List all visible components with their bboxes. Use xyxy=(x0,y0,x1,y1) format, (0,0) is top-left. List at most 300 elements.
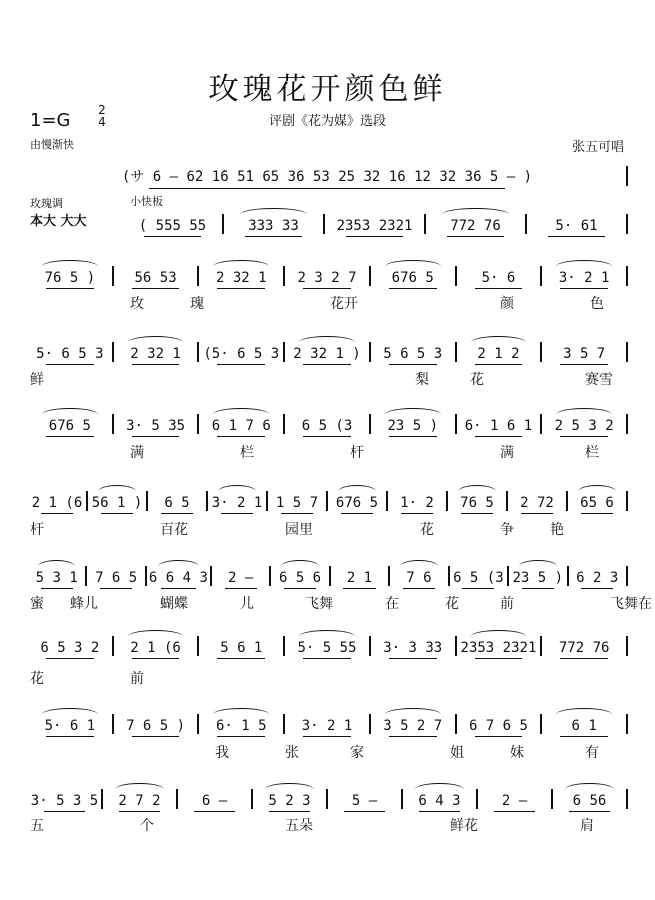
measure: 6· 1 5 xyxy=(201,718,281,734)
measure: 2 32 1 xyxy=(116,346,196,362)
barline xyxy=(323,214,325,234)
score-line xyxy=(30,338,630,362)
measure: 6 1 xyxy=(544,718,624,734)
lyric-word: 栏 xyxy=(240,445,254,461)
slur xyxy=(38,560,75,573)
beam-line xyxy=(346,236,403,237)
slur xyxy=(213,408,269,421)
slur xyxy=(213,708,269,721)
measure: 5· 6 1 xyxy=(30,718,110,734)
measure: (5· 6 5 3 xyxy=(201,346,281,362)
beam-line xyxy=(225,588,257,589)
measure: 3· 2 1 xyxy=(287,718,367,734)
lyric-word: 杆 xyxy=(350,445,364,461)
measure: 5 2 3 xyxy=(255,793,324,809)
measure: 2353 2321 xyxy=(327,218,422,234)
barline xyxy=(85,566,87,586)
barline xyxy=(283,266,285,286)
lyric-word: 儿 xyxy=(240,596,254,612)
measure: 23 5 ) xyxy=(373,418,453,434)
measure: 7 6 5 ) xyxy=(116,718,196,734)
barline xyxy=(386,491,388,511)
lyric-word: 鲜 xyxy=(30,372,44,388)
lyric-word: 五朵 xyxy=(285,818,313,834)
lyric-word: 花开 xyxy=(330,296,358,312)
slur xyxy=(281,560,318,573)
barline xyxy=(540,714,542,734)
measure: 3· 2 1 xyxy=(544,270,624,286)
barline xyxy=(388,566,390,586)
measure: 3 5 2 7 xyxy=(373,718,453,734)
beam-line xyxy=(389,436,437,437)
slur xyxy=(556,260,612,273)
beam-line xyxy=(217,364,265,365)
lyric-word: 园里 xyxy=(285,522,313,538)
barline xyxy=(506,491,508,511)
beam-line xyxy=(560,736,608,737)
lyric-word: 栏 xyxy=(585,445,599,461)
barline xyxy=(448,566,450,586)
measure: 5 6 1 xyxy=(201,640,281,656)
beam-line xyxy=(281,513,313,514)
barline xyxy=(197,414,199,434)
measure: 2 – xyxy=(214,570,267,586)
barline xyxy=(507,566,509,586)
barline xyxy=(369,414,371,434)
barline xyxy=(455,342,457,362)
barline xyxy=(455,414,457,434)
lyric-word: 杆 xyxy=(30,522,44,538)
beam-line xyxy=(475,436,523,437)
measure: 5· 5 55 xyxy=(287,640,367,656)
barline xyxy=(626,636,628,656)
measure: 676 5 xyxy=(330,495,384,511)
barline xyxy=(626,414,628,434)
slur xyxy=(42,260,98,273)
beam-line xyxy=(132,736,180,737)
barline xyxy=(626,789,628,809)
beam-line xyxy=(560,436,608,437)
measure: 6 5 3 2 xyxy=(30,640,110,656)
beam-line xyxy=(389,736,437,737)
slur xyxy=(299,630,355,643)
score-line xyxy=(30,562,630,586)
beam-line xyxy=(284,588,316,589)
lyric-word: 百花 xyxy=(160,522,188,538)
barline xyxy=(176,789,178,809)
barline xyxy=(455,266,457,286)
beam-line xyxy=(447,236,504,237)
barline xyxy=(266,491,268,511)
barline xyxy=(476,789,478,809)
page-title: 玫瑰花开颜色鲜 xyxy=(208,72,447,107)
lyric-word: 姐 xyxy=(450,745,464,761)
measure: 2 1 xyxy=(333,570,386,586)
percussion-label: 本大 大大 xyxy=(30,214,87,229)
barline xyxy=(283,342,285,362)
meter-bottom: 4 xyxy=(98,115,106,129)
slur xyxy=(471,336,527,349)
measure: 23 5 ) xyxy=(511,570,564,586)
barline xyxy=(326,491,328,511)
beam-line xyxy=(389,658,437,659)
barline xyxy=(210,566,212,586)
beam-line xyxy=(303,736,351,737)
beam-line xyxy=(100,588,132,589)
barline xyxy=(112,266,114,286)
barline xyxy=(86,491,88,511)
meter-top: 2 xyxy=(98,103,106,117)
subtitle: 评剧《花为媒》选段 xyxy=(268,114,386,129)
beam-line xyxy=(46,736,94,737)
barline xyxy=(455,636,457,656)
beam-line xyxy=(581,588,613,589)
measure: 7 6 5 xyxy=(89,570,142,586)
beam-line xyxy=(132,658,180,659)
lyric-word: 花 xyxy=(470,372,484,388)
slur xyxy=(458,485,496,498)
measure: 676 5 xyxy=(373,270,453,286)
lyric-word: 个 xyxy=(140,818,154,834)
beam-line xyxy=(389,364,437,365)
beam-line xyxy=(401,513,433,514)
measure: 772 76 xyxy=(428,218,523,234)
slur xyxy=(98,485,136,498)
lyric-word: 张 xyxy=(285,745,299,761)
beam-line xyxy=(548,236,605,237)
beam-line xyxy=(522,588,554,589)
barline xyxy=(525,214,527,234)
beam-line xyxy=(569,811,610,812)
score-line xyxy=(30,710,630,734)
barline xyxy=(626,566,628,586)
barline xyxy=(329,566,331,586)
barline xyxy=(626,342,628,362)
lyric-word: 在 xyxy=(385,596,399,612)
beam-line xyxy=(343,588,375,589)
beam-line xyxy=(245,236,302,237)
beam-line xyxy=(461,513,493,514)
barline xyxy=(206,491,208,511)
measure: 3· 5 35 xyxy=(116,418,196,434)
lyric-word: 前 xyxy=(500,596,514,612)
measure: 6 5 (3 xyxy=(287,418,367,434)
measure: 7 6 xyxy=(392,570,445,586)
barline xyxy=(626,714,628,734)
beam-line xyxy=(560,364,608,365)
beam-line xyxy=(303,436,351,437)
slur xyxy=(578,485,616,498)
beam-line xyxy=(419,811,460,812)
measure: 76 5 xyxy=(450,495,504,511)
barline xyxy=(551,789,553,809)
measure: 56 53 xyxy=(116,270,196,286)
lyric-word: 花 xyxy=(445,596,459,612)
barline xyxy=(197,714,199,734)
barline xyxy=(401,789,403,809)
measure: 2 1 2 xyxy=(459,346,539,362)
lyric-word: 梨 xyxy=(415,372,429,388)
slur xyxy=(519,560,556,573)
singer-credit: 张五可唱 xyxy=(572,140,625,155)
measure: 6 – xyxy=(180,793,249,809)
measure: 3· 2 1 xyxy=(210,495,264,511)
tempo-marking-2: 小快板 xyxy=(130,195,163,208)
barline xyxy=(283,414,285,434)
barline xyxy=(369,714,371,734)
lyric-word: 赛雪 xyxy=(585,372,613,388)
score-line xyxy=(30,632,630,656)
lyric-word: 家 xyxy=(350,745,364,761)
score-line xyxy=(30,785,630,809)
slur xyxy=(442,208,509,221)
lyric-word: 花 xyxy=(420,522,434,538)
beam-line xyxy=(581,513,613,514)
slur xyxy=(556,708,612,721)
lyric-word: 满 xyxy=(500,445,514,461)
measure: 6 1 7 6 xyxy=(201,418,281,434)
tune-label: 玫瑰调 xyxy=(30,197,63,210)
slur xyxy=(128,630,184,643)
barline xyxy=(540,636,542,656)
slur xyxy=(42,708,98,721)
barline xyxy=(626,214,628,234)
measure: 3· 5 3 5 xyxy=(30,793,99,809)
barline xyxy=(369,266,371,286)
barline xyxy=(626,491,628,511)
beam-line xyxy=(217,658,265,659)
measure: 2 – xyxy=(480,793,549,809)
beam-line xyxy=(132,364,180,365)
lyric-word: 我 xyxy=(215,745,229,761)
barline xyxy=(446,491,448,511)
barline xyxy=(567,566,569,586)
slur xyxy=(299,336,355,349)
barline xyxy=(112,714,114,734)
score-line xyxy=(30,162,630,186)
measure: 2 3 2 7 xyxy=(287,270,367,286)
beam-line xyxy=(475,658,523,659)
slur xyxy=(471,630,527,643)
slur xyxy=(42,408,98,421)
barline xyxy=(283,636,285,656)
lyric-word: 前 xyxy=(130,671,144,687)
beam-line xyxy=(41,588,73,589)
beam-line xyxy=(46,436,94,437)
measure: 5 6 5 3 xyxy=(373,346,453,362)
beam-line xyxy=(46,658,94,659)
beam-line xyxy=(560,288,608,289)
score-line xyxy=(30,487,630,511)
lyric-word: 飞舞 xyxy=(305,596,333,612)
slur xyxy=(385,408,441,421)
barline xyxy=(369,636,371,656)
barline xyxy=(112,342,114,362)
measure: 6 5 6 xyxy=(273,570,326,586)
measure: 5· 6 5 3 xyxy=(30,346,110,362)
measure: 6 2 3 xyxy=(571,570,624,586)
beam-line xyxy=(132,288,180,289)
beam-line xyxy=(462,588,494,589)
barline xyxy=(369,342,371,362)
slur xyxy=(213,260,269,273)
measure: 2 1 (6 xyxy=(30,495,84,511)
lyric-word: 五 xyxy=(30,818,44,834)
beam-line xyxy=(269,811,310,812)
barline xyxy=(540,342,542,362)
beam-line xyxy=(494,811,535,812)
beam-line xyxy=(303,658,351,659)
beam-line xyxy=(144,236,201,237)
beam-line xyxy=(161,588,196,589)
barline xyxy=(269,566,271,586)
beam-line xyxy=(149,188,505,189)
lyric-word: 花 xyxy=(30,671,44,687)
score-line xyxy=(125,210,630,234)
barline xyxy=(197,266,199,286)
measure: 1· 2 xyxy=(390,495,444,511)
beam-line xyxy=(475,736,523,737)
barline xyxy=(540,266,542,286)
measure: 5· 61 xyxy=(529,218,624,234)
measure: 333 33 xyxy=(226,218,321,234)
beam-line xyxy=(344,811,385,812)
beam-line xyxy=(119,811,160,812)
beam-line xyxy=(221,513,253,514)
barline xyxy=(251,789,253,809)
beam-line xyxy=(403,588,435,589)
measure: 56 1 ) xyxy=(90,495,144,511)
tempo-marking: 由慢渐快 xyxy=(30,138,74,151)
beam-line xyxy=(303,288,351,289)
lyric-word: 鲜花 xyxy=(450,818,478,834)
barline xyxy=(101,789,103,809)
measure: 6 4 3 xyxy=(405,793,474,809)
beam-line xyxy=(521,513,553,514)
beam-line xyxy=(303,364,351,365)
lyric-word: 蝴蝶 xyxy=(160,596,188,612)
lyric-word: 艳 xyxy=(550,522,564,538)
beam-line xyxy=(217,736,265,737)
measure: 2 1 (6 xyxy=(116,640,196,656)
measure: 6 6 4 3 xyxy=(149,570,208,586)
beam-line xyxy=(44,811,85,812)
lyric-word: 瑰 xyxy=(190,296,204,312)
barline xyxy=(112,636,114,656)
lyric-word: 飞舞在 xyxy=(610,596,652,612)
beam-line xyxy=(161,513,193,514)
measure: 3 5 7 xyxy=(544,346,624,362)
lyric-word: 色 xyxy=(590,296,604,312)
measure: 1 5 7 xyxy=(270,495,324,511)
measure: 2 32 1 ) xyxy=(287,346,367,362)
barline xyxy=(626,266,628,286)
lyric-word: 争 xyxy=(500,522,514,538)
barline xyxy=(326,789,328,809)
beam-line xyxy=(560,658,608,659)
barline xyxy=(455,714,457,734)
score-line xyxy=(30,262,630,286)
barline xyxy=(197,342,199,362)
measure: 2353 2321 xyxy=(459,640,539,656)
measure: 2 7 2 xyxy=(105,793,174,809)
barline xyxy=(197,636,199,656)
measure: 5· 6 xyxy=(459,270,539,286)
beam-line xyxy=(475,288,523,289)
lyric-word: 玫 xyxy=(130,296,144,312)
measure: 2 32 1 xyxy=(201,270,281,286)
measure: 5 – xyxy=(330,793,399,809)
slur xyxy=(565,783,613,796)
barline xyxy=(424,214,426,234)
lyric-word: 妹 xyxy=(510,745,524,761)
measure: 772 76 xyxy=(544,640,624,656)
barline xyxy=(145,566,147,586)
beam-line xyxy=(132,436,180,437)
barline xyxy=(146,491,148,511)
barline xyxy=(626,166,628,186)
beam-line xyxy=(389,288,437,289)
beam-line xyxy=(46,288,94,289)
slur xyxy=(415,783,463,796)
measure: 65 6 xyxy=(570,495,624,511)
slur xyxy=(556,408,612,421)
lyric-word: 蜜 xyxy=(30,596,44,612)
measure: ( 555 55 xyxy=(125,218,220,234)
barline xyxy=(112,414,114,434)
barline xyxy=(283,714,285,734)
lyric-word: 满 xyxy=(130,445,144,461)
slur xyxy=(115,783,163,796)
measure: 6 5 xyxy=(150,495,204,511)
key-signature: 1=G xyxy=(30,110,71,131)
beam-line xyxy=(341,513,373,514)
measure: 3· 3 33 xyxy=(373,640,453,656)
measure: 6· 1 6 1 xyxy=(459,418,539,434)
beam-line xyxy=(194,811,235,812)
measure: (サ 6 – 6̇2 1̇6 5̇1 65 36 53 25 32 16 12 32 36 5 – ) xyxy=(30,166,624,186)
beam-line xyxy=(41,513,73,514)
slur xyxy=(265,783,313,796)
lyric-word: 肩 xyxy=(580,818,594,834)
slur xyxy=(128,336,184,349)
measure: 76 5 ) xyxy=(30,270,110,286)
barline xyxy=(540,414,542,434)
slur xyxy=(240,208,307,221)
slur xyxy=(158,560,199,573)
measure: 676 5 xyxy=(30,418,110,434)
measure: 5 3 1 xyxy=(30,570,83,586)
measure: 6 7 6 5 xyxy=(459,718,539,734)
beam-line xyxy=(217,288,265,289)
beam-line xyxy=(46,364,94,365)
measure: 6 5 (3 xyxy=(452,570,505,586)
slur xyxy=(338,485,376,498)
slur xyxy=(400,560,437,573)
measure: 6 56 xyxy=(555,793,624,809)
slur xyxy=(385,260,441,273)
measure: 2 72 xyxy=(510,495,564,511)
slur xyxy=(218,485,256,498)
barline xyxy=(222,214,224,234)
score-line xyxy=(30,410,630,434)
time-signature xyxy=(96,104,108,128)
lyric-word: 颜 xyxy=(500,296,514,312)
barline xyxy=(566,491,568,511)
slur xyxy=(385,708,441,721)
measure: 2 5 3 2 xyxy=(544,418,624,434)
beam-line xyxy=(475,364,523,365)
